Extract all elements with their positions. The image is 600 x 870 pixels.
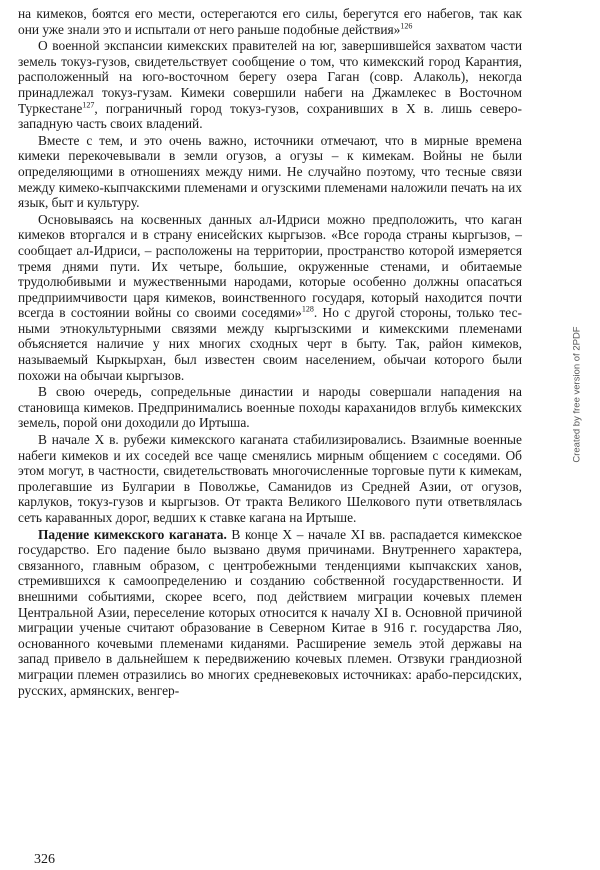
paragraph-text: О военной экспансии кимекских правителей на юг, завершившейся захватом части земель токуз-гузов, свидетельствует сообщение о том, что кимекский город Карантия, расположенный на юго-восточном берегу озера Гаган (совр. Алаколь), некогда принадлежал токуз-гузам. Кимеки совершили набеги на Джамлекес в Восточном Туркестане: [18, 38, 522, 116]
paragraph: [18, 212, 522, 384]
paragraph-text: , пограничный город токуз-гузов, сохранивших в X в. лишь северо-западную часть своих владений.: [18, 100, 522, 132]
paragraph: [18, 527, 522, 699]
footnote-ref: 127: [82, 100, 95, 110]
paragraph-text: В свою очередь, сопредельные династии и народы совершали нападения на становища кимеков. Предпринимались военные походы караханидов вглубь кимекских земель, порой они доходили до Иртыша.: [18, 384, 522, 431]
page-body: [18, 6, 522, 698]
footnote-ref: 126: [400, 21, 413, 31]
paragraph-text: В начале X в. рубежи кимекского каганата стабилизировались. Взаимные военные набеги кимеков и их соседей все чаще сменялись мирным общением с соседями. Об этом могут, в частности, свидетельствовать многочисленные торговые пути к кимекам, пролегавшие из Булгарии в Поволжье, Саманидов из Средней Азии, от огузов, карлуков, токуз-гузов и кыргызов. От тракта Великого Шелкового пути ответвлялась сеть караванных дорог, ведших к ставке кагана на Иртыше.: [18, 432, 522, 525]
paragraph-text: Основываясь на косвенных данных ал-Идриси можно предположить, что каган кимеков вторгался и в страну енисейских кыргызов. «Все города страны кыргызов, – сообщает ал-Идриси, – расположены на территории, пространство которой измеряется тремя днями пути. Их четыре, большие, окруженные стенами, и обитаемые трудолюбивыми и мужественными народами, которые особенно должны опасаться предприимчивости царя кимеков, воинственного государя, который находится почти всегда в состоянии войны со своими соседями»: [18, 211, 522, 321]
footnote-ref: 128: [301, 304, 314, 314]
paragraph: [18, 384, 522, 431]
page-number: 326: [34, 852, 55, 867]
paragraph-text: . Но с другой стороны, только тесными этнокультурными связями между кыргызскими и кимекскими племенами объясняется наличие у них многих сходных черт в быту. Так, район кимеков, называемый Кыркырхан, был известен своим населением, обычаи которого были похожи на обычаи кыргызов.: [18, 305, 522, 383]
paragraph-text: В конце X – начале XI вв. распадается кимекское государство. Его падение было вызвано двумя причинами. Внутреннего характера, связанного, главным образом, с центробежными тенденциями кыпчакских ханов, стремившихся к самоопределению и созданию собственной государственности. И внешними событиями, скорее всего, под действием миграции кочевых племен Центральной Азии, переселение которых относится к началу XI в. Основной причиной миграции ученые считают образование в Северном Китае в 916 г. государства Ляо, основанного кочевыми племенами киданями. Расширение земель этой державы на запад привело в дальнейшем к передвижению кочевых племен. Отзвуки грандиозной миграции племен отразились во многих средневековых источниках: арабо-персидских, русских, армянских, венгер-: [18, 526, 522, 698]
paragraph: [18, 38, 522, 132]
paragraph: [18, 133, 522, 211]
paragraph-text: на кимеков, боятся его мести, остерегаются его силы, берегутся его набегов, так как они уже знали это и испытали от него раньше подобные действия»: [18, 6, 522, 37]
paragraph: [18, 6, 522, 37]
section-lead: Падение кимекского каганата.: [38, 526, 227, 542]
paragraph-text: Вместе с тем, и это очень важно, источники отмечают, что в мирные времена кимеки перекочевывали в земли огузов, а огузы – к кимекам. Войны не были определяющими в отношениях между ними. Не случайно поэтому, что тесные связи между кимеко-кыпчакскими племенами и огузскими племенами наложили печать на их язык, быт и культуру.: [18, 132, 522, 211]
paragraph: [18, 432, 522, 526]
watermark-text: Created by free version of 2PDF: [571, 326, 583, 463]
